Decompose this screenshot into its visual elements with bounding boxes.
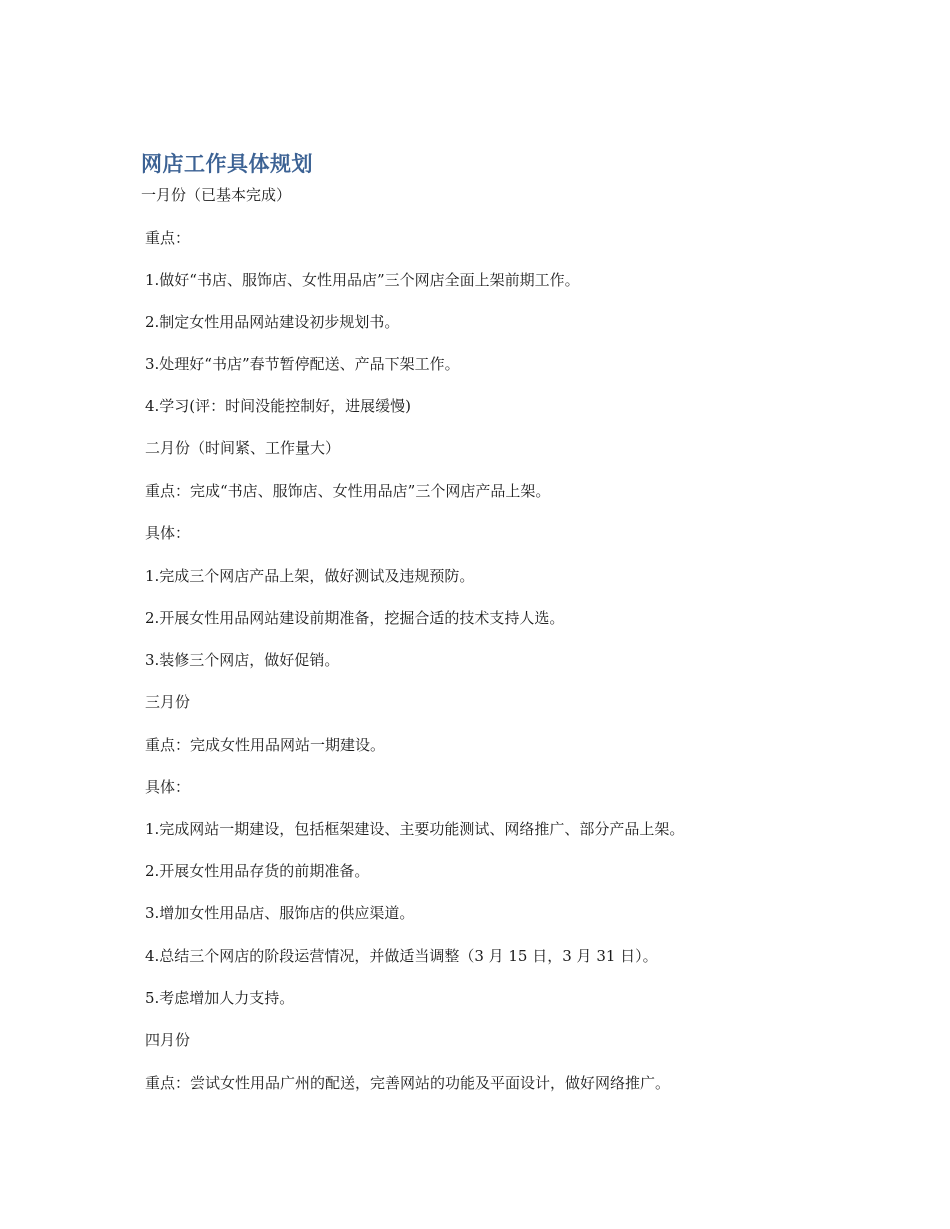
paragraph-line: 2.开展女性用品网站建设前期准备，挖掘合适的技术支持人选。 (145, 609, 565, 627)
paragraph-line: 4.学习(评：时间没能控制好，进展缓慢) (145, 397, 412, 415)
month-heading-february: 二月份（时间紧、工作量大） (145, 439, 341, 457)
paragraph-line: 1.完成三个网店产品上架，做好测试及违规预防。 (145, 567, 475, 585)
paragraph-line: 3.装修三个网店，做好促销。 (145, 651, 340, 669)
paragraph-line: 1.做好“书店、服饰店、女性用品店”三个网店全面上架前期工作。 (145, 271, 580, 289)
paragraph-line: 4.总结三个网店的阶段运营情况，并做适当调整（3 月 15 日，3 月 31 日）。 (145, 947, 658, 965)
paragraph-line: 1.完成网站一期建设，包括框架建设、主要功能测试、网络推广、部分产品上架。 (145, 820, 685, 838)
paragraph-line: 重点：完成女性用品网站一期建设。 (145, 736, 386, 754)
month-heading-march: 三月份 (145, 693, 191, 711)
month-heading-january: 一月份（已基本完成） (141, 186, 292, 204)
document-title: 网店工作具体规划 (141, 152, 313, 176)
paragraph-line: 重点： (145, 229, 191, 247)
paragraph-line: 具体： (145, 778, 191, 796)
paragraph-line: 5.考虑增加人力支持。 (145, 989, 295, 1007)
paragraph-line: 2.制定女性用品网站建设初步规划书。 (145, 313, 400, 331)
paragraph-line: 重点：完成“书店、服饰店、女性用品店”三个网店产品上架。 (145, 482, 551, 500)
month-heading-april: 四月份 (145, 1031, 191, 1049)
paragraph-line: 2.开展女性用品存货的前期准备。 (145, 862, 370, 880)
paragraph-line: 3.增加女性用品店、服饰店的供应渠道。 (145, 904, 415, 922)
paragraph-line: 3.处理好“书店”春节暂停配送、产品下架工作。 (145, 355, 460, 373)
paragraph-line: 具体： (145, 524, 191, 542)
paragraph-line: 重点：尝试女性用品广州的配送，完善网站的功能及平面设计，做好网络推广。 (145, 1074, 671, 1092)
